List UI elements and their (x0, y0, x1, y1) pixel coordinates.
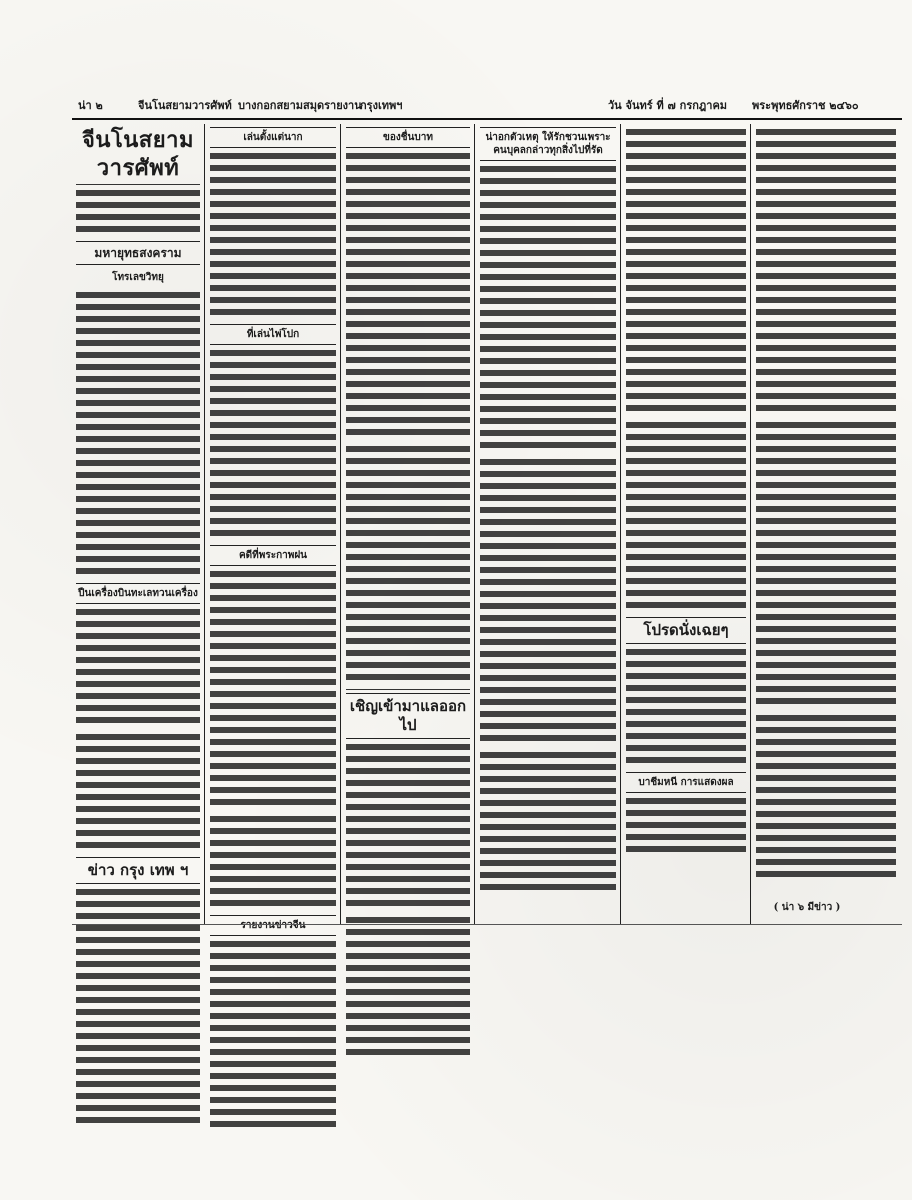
headline-col5-b: บาชีมหนี การแสดงผล (626, 772, 746, 793)
city: กรุงเทพฯ (360, 99, 403, 112)
column-divider (620, 124, 621, 924)
headline-col5-a: โปรดนั่งเฉยๆ (626, 617, 746, 644)
headline-editorial: ของชื่นบาท (346, 127, 470, 148)
column-1 (76, 124, 200, 924)
col4-body-2 (480, 457, 616, 745)
section-rule (346, 689, 470, 690)
running-head (78, 96, 898, 114)
buddhist-era: พระพุทธศักราช ๒๔๖๐ (752, 99, 859, 112)
page-number: น่า ๒ (78, 99, 103, 112)
headline-machine: ปืนเครื่องบินทะเลทวนเครื่อง (76, 583, 200, 604)
bangkok-news-body (76, 887, 200, 1127)
war-article-body (76, 290, 200, 578)
subhead-telegraph: โทรเลขวิทยุ (112, 272, 164, 283)
col6-body-2 (756, 420, 896, 708)
column-divider (474, 124, 475, 924)
footer-rule (72, 924, 902, 925)
column-2 (210, 124, 336, 931)
col4-body (480, 164, 616, 452)
headline-col4: น่าอกตัวเหตุ ให้รักชวนเพราะคนบุคลกล่าวทุกสิ่งไปที่รัด (480, 127, 616, 161)
headline-col2-d: รายงานข่าวจีน (210, 915, 336, 936)
col2-a-body (210, 151, 336, 319)
headline-col2-c: คดีที่พระกาพฝน (210, 545, 336, 566)
article-body-b (76, 732, 200, 852)
notice-body-2 (346, 915, 470, 1059)
col5-body (626, 127, 746, 415)
editorial-body-2 (346, 444, 470, 684)
headline-war: มหายุทธสงคราม (76, 241, 200, 265)
machine-article-body (76, 607, 200, 727)
column-6 (756, 124, 896, 924)
col5-a-body (626, 647, 746, 767)
column-3 (346, 124, 470, 924)
editorial-body (346, 151, 470, 439)
notice-body (346, 742, 470, 910)
masthead: จีนโนสยามวารศัพท์ (76, 124, 200, 185)
headline-notice: เชิญเข้ามาแลออกไป (346, 693, 470, 739)
col4-body-3 (480, 750, 616, 894)
paper-name: จีนโนสยามวารศัพท์ (138, 99, 232, 112)
col6-body-3 (756, 713, 896, 881)
column-4 (480, 124, 616, 924)
column-divider (750, 124, 751, 924)
headline-bangkok-news: ข่าว กรุง เทพ ฯ (76, 857, 200, 884)
masthead-subtext (76, 188, 200, 236)
col6-body (756, 127, 896, 415)
publisher: บางกอกสยามสมุดรายงาน (238, 99, 362, 112)
headline-col2-b: ที่เล่นไพ่โปก (210, 324, 336, 345)
col2-c-body (210, 569, 336, 809)
col2-c-body-2 (210, 814, 336, 910)
col2-b-body (210, 348, 336, 540)
column-5 (626, 124, 746, 924)
issue-date: วัน จันทร์ ที่ ๗ กรกฎาคม (608, 99, 728, 112)
continued-note: ( น่า ๖ มีข่าว ) (773, 902, 841, 913)
column-divider (204, 124, 205, 924)
col5-body-2 (626, 420, 746, 612)
column-divider (340, 124, 341, 924)
col5-b-body (626, 796, 746, 856)
headline-col2-a: เล่นตั้งแต่นาก (210, 127, 336, 148)
col2-d-body (210, 939, 336, 1131)
header-rule (72, 118, 902, 120)
